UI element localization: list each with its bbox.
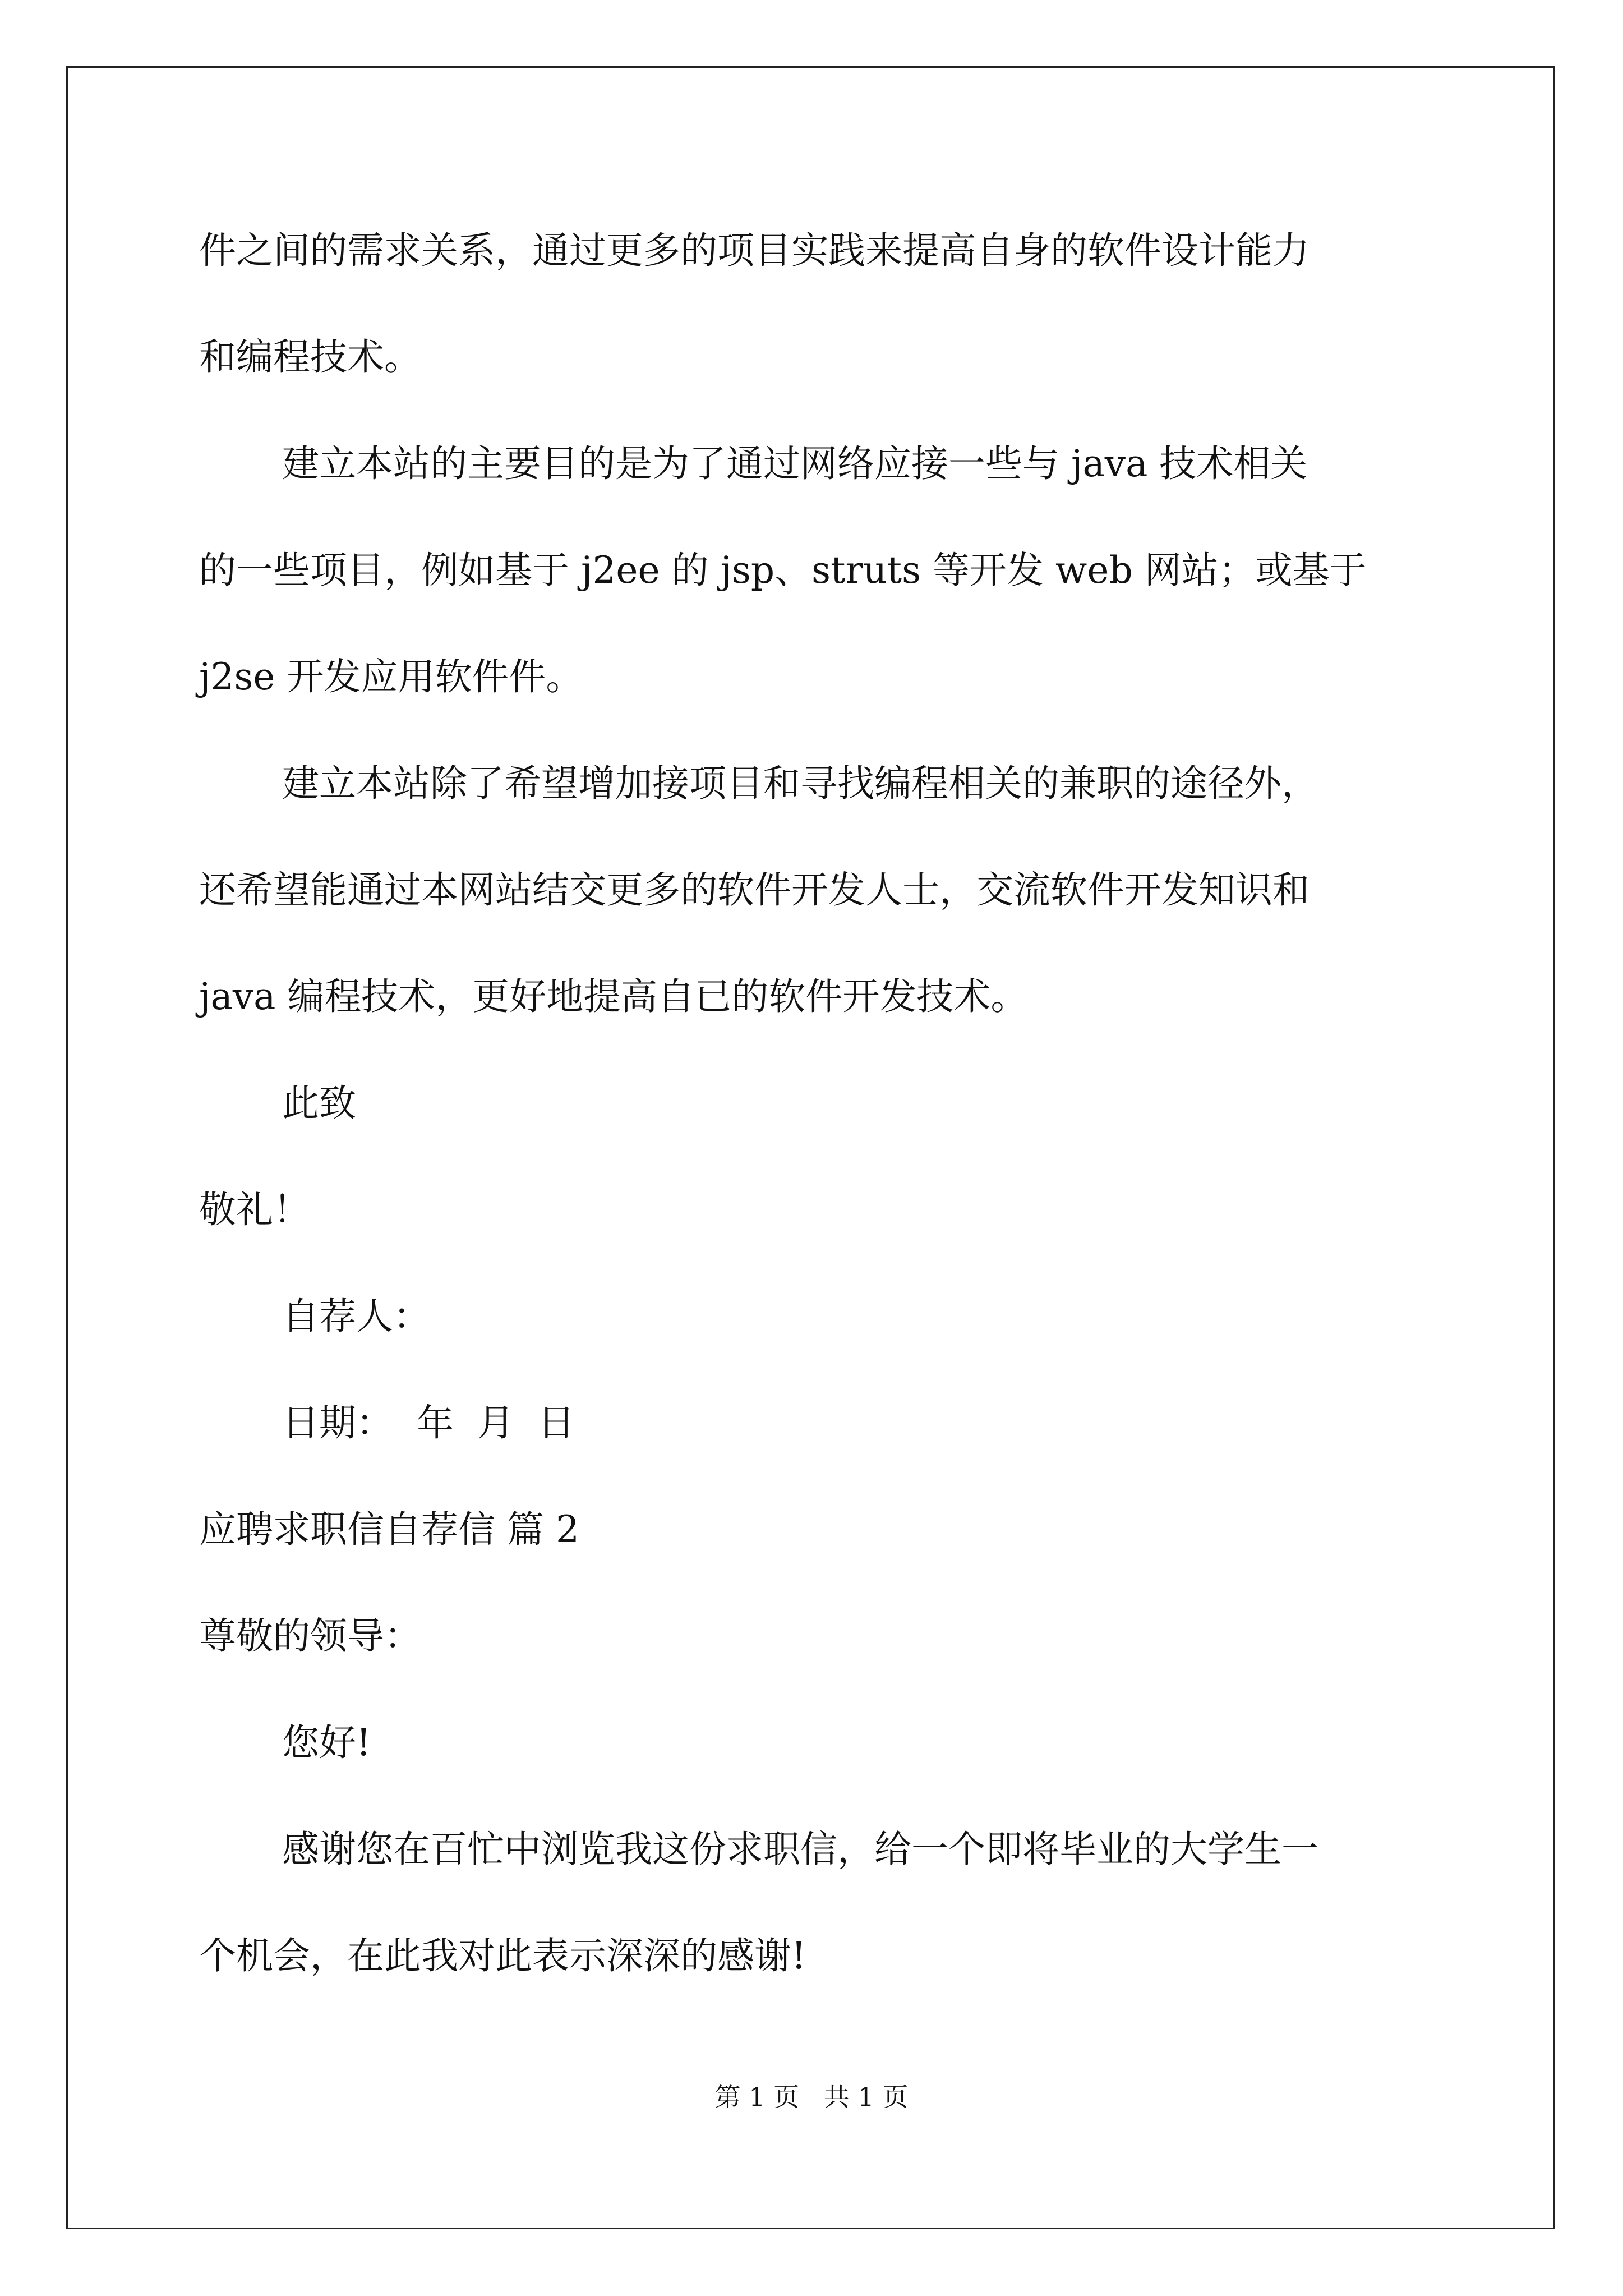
body-line-3: 建立本站的主要目的是为了通过网络应接一些与 java 技术相关 [282, 442, 1308, 485]
body-line-17: 个机会，在此我对此表示深深的感谢! [199, 1934, 806, 1977]
greeting-line: 尊敬的领导： [199, 1614, 421, 1658]
signature-line: 自荐人： [282, 1295, 430, 1338]
body-line-16: 感谢您在百忙中浏览我这份求职信，给一个即将毕业的大学生一 [282, 1828, 1318, 1871]
body-line-5: j2se 开发应用软件件。 [199, 655, 583, 698]
body-line-2: 和编程技术。 [199, 335, 421, 379]
body-line-4: 的一些项目，例如基于 j2ee 的 jsp、struts 等开发 web 网站；或基于 [199, 549, 1367, 592]
closing-regards: 敬礼！ [199, 1188, 310, 1231]
page-number-footer: 第 1 页 共 1 页 [714, 2082, 909, 2112]
section-heading: 应聘求职信自荐信 篇 2 [199, 1508, 579, 1551]
body-line-1: 件之间的需求关系，通过更多的项目实践来提高自身的软件设计能力 [199, 229, 1310, 272]
date-line: 日期： 年 月 日 [282, 1401, 575, 1444]
closing-salutation: 此致 [282, 1082, 356, 1125]
body-line-7: 还希望能通过本网站结交更多的软件开发人士，交流软件开发知识和 [199, 868, 1310, 912]
body-line-8: java 编程技术，更好地提高自已的软件开发技术。 [199, 975, 1028, 1018]
hello-line: 您好! [282, 1721, 371, 1764]
page-frame [66, 66, 1555, 2229]
body-line-6: 建立本站除了希望增加接项目和寻找编程相关的兼职的途径外， [282, 762, 1318, 805]
